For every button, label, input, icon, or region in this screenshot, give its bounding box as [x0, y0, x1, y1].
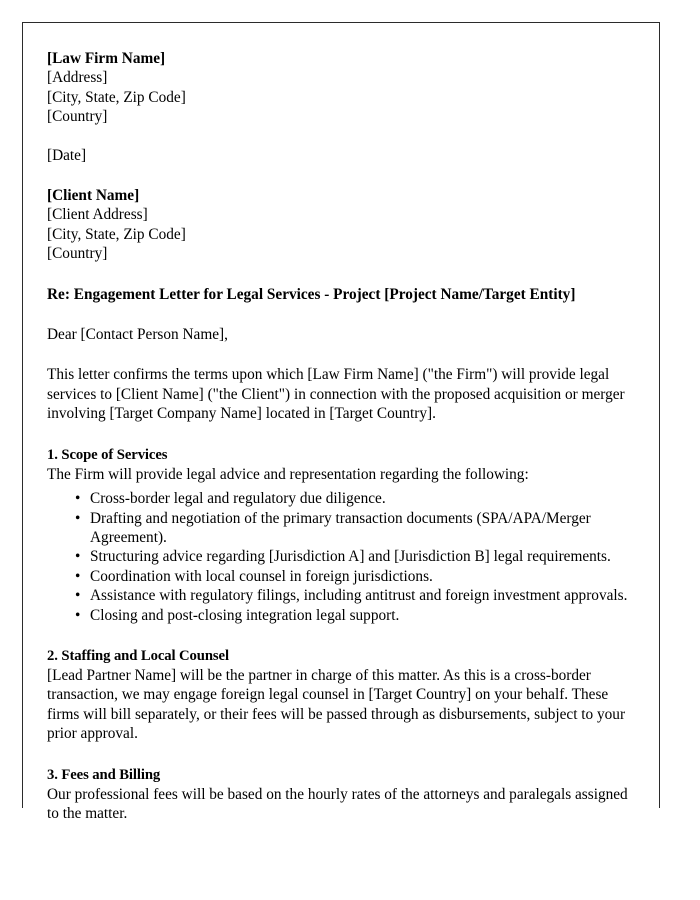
section-heading-1: 1. Scope of Services [47, 446, 168, 463]
sender-name: [Law Firm Name] [47, 50, 166, 67]
scope-bullet-list [47, 489, 643, 625]
list-item: • Closing and post-closing integration legal support. [90, 606, 643, 625]
section-fees-and-billing [47, 766, 643, 824]
recipient-country: [Country] [47, 245, 108, 263]
salutation: Dear [Contact Person Name], [47, 326, 228, 344]
spacer-after-salutation [47, 344, 643, 365]
subject-line: Re: Engagement Letter for Legal Services - Project [Project Name/Target Entity] [47, 285, 576, 303]
section-3-body: Our professional fees will be based on the hourly rates of the attorneys and paralegals assigned to the matter. [47, 785, 628, 822]
sender-address-block [47, 49, 643, 127]
spacer-after-date [47, 165, 643, 186]
section-2-body: [Lead Partner Name] will be the partner in charge of this matter. As this is a cross-border transaction, we may engage foreign legal counsel in [Target Country] on your behalf. These firms will bill separately, or their fees will be passed through as disbursements, subject to your prior approval. [47, 666, 626, 743]
list-item: • Assistance with regulatory filings, including antitrust and foreign investment approvals. [90, 586, 643, 605]
spacer-after-section-1 [47, 625, 643, 647]
sender-address: [Address] [47, 69, 108, 87]
letter-date: [Date] [47, 146, 87, 164]
intro-paragraph: This letter confirms the terms upon which [Law Firm Name] ("the Firm") will provide legal services to [Client Name] ("the Client") in connection with the proposed acquisition or merger involving [Target Company Name] located in [Target Country]. [47, 366, 625, 423]
spacer-after-subject [47, 304, 643, 325]
section-scope-of-services [47, 446, 643, 625]
sender-country: [Country] [47, 108, 108, 126]
section-heading-2: 2. Staffing and Local Counsel [47, 647, 229, 664]
letter-body [47, 49, 643, 823]
recipient-city-state-zip: [City, State, Zip Code] [47, 225, 186, 243]
section-1-lead-in: The Firm will provide legal advice and representation regarding the following: [47, 465, 529, 483]
spacer-after-sender [47, 127, 643, 146]
spacer-after-recipient [47, 264, 643, 285]
section-heading-3: 3. Fees and Billing [47, 766, 161, 783]
list-item: • Drafting and negotiation of the primary transaction documents (SPA/APA/Merger Agreement). [90, 509, 643, 548]
section-staffing-and-local-counsel [47, 647, 643, 744]
recipient-address-block [47, 186, 643, 264]
spacer-after-section-2 [47, 744, 643, 766]
list-item: • Coordination with local counsel in foreign jurisdictions. [90, 567, 643, 586]
recipient-name: [Client Name] [47, 187, 140, 205]
sender-city-state-zip: [City, State, Zip Code] [47, 88, 186, 106]
spacer-after-intro [47, 424, 643, 446]
list-item: • Structuring advice regarding [Jurisdiction A] and [Jurisdiction B] legal requirements. [90, 547, 643, 566]
recipient-address: [Client Address] [47, 206, 148, 224]
document-page [22, 22, 660, 822]
list-item: • Cross-border legal and regulatory due diligence. [90, 489, 643, 508]
